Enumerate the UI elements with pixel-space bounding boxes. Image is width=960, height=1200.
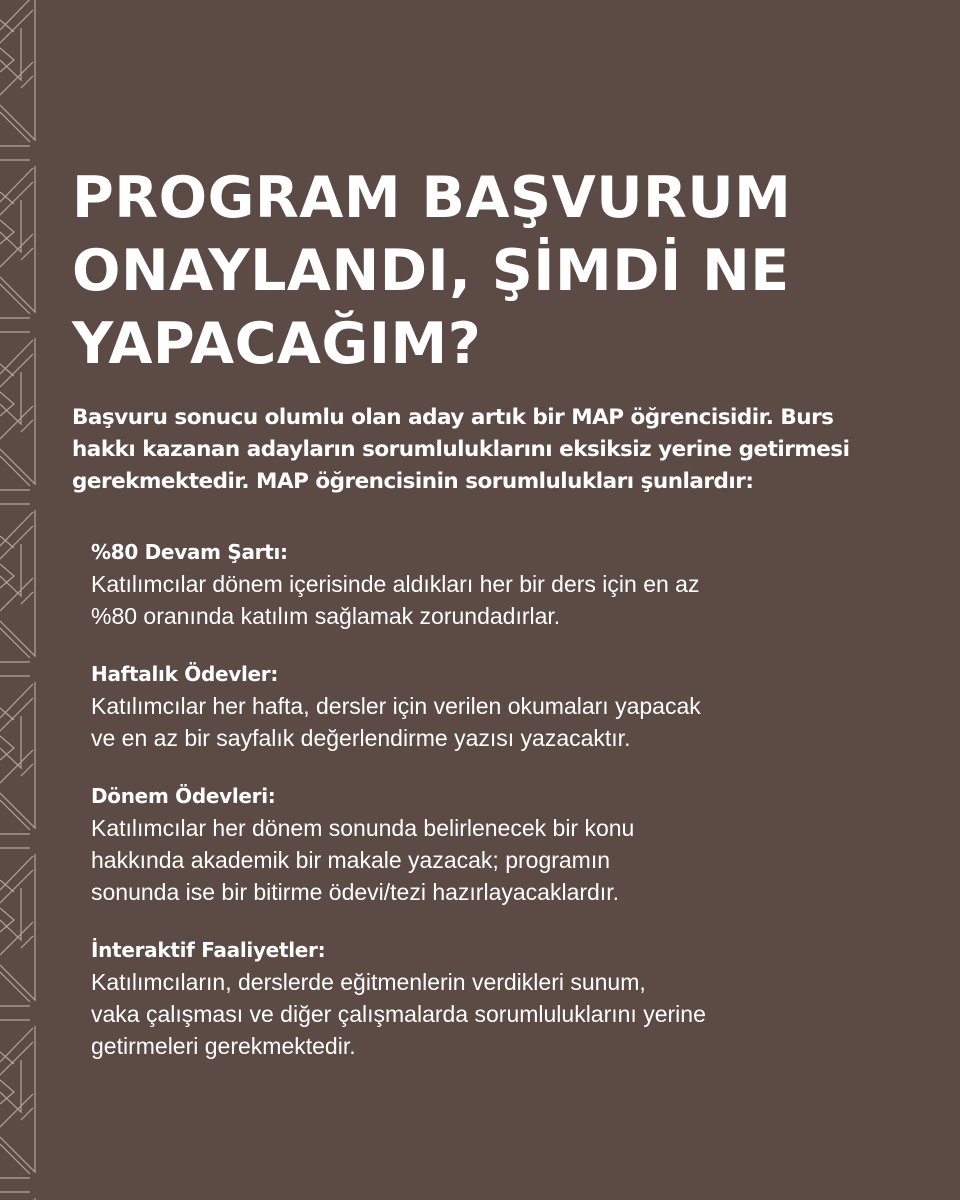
intro-paragraph [72, 402, 912, 498]
section-heading: İnteraktif Faaliyetler: [91, 938, 326, 962]
section-text-line: vaka çalışması ve diğer çalışmalarda sorumluluklarını yerine [91, 1001, 706, 1027]
section-text-line: Katılımcıların, derslerde eğitmenlerin verdikleri sunum, [91, 969, 646, 995]
section-text-line: ve en az bir sayfalık değerlendirme yazısı yazacaktır. [91, 725, 631, 751]
geometric-border-pattern [0, 0, 44, 1200]
pattern-motif [0, 0, 35, 146]
title-line-3: YAPACAĞIM? [72, 311, 482, 377]
section-attendance [91, 536, 911, 632]
section-text-line: Katılımcılar her dönem sonunda belirlenecek bir konu [91, 815, 635, 841]
pattern-motif [0, 504, 35, 662]
intro-line: Başvuru sonucu olumlu olan aday artık bir MAP öğrencisidir. Burs [72, 405, 834, 430]
section-heading: %80 Devam Şartı: [91, 540, 288, 564]
section-text-line: hakkında akademik bir makale yazacak; programın [91, 847, 611, 873]
section-text-line: %80 oranında katılım sağlamak zorundadırlar. [91, 603, 561, 629]
pattern-motif [0, 676, 35, 834]
section-text-line: sonunda ise bir bitirme ödevi/tezi hazırlayacaklardır. [91, 879, 619, 905]
section-heading: Haftalık Ödevler: [91, 662, 279, 686]
page-title [72, 162, 892, 381]
pattern-motif [0, 848, 35, 1006]
pattern-motif [0, 160, 35, 318]
title-line-1: PROGRAM BAŞVURUM [72, 165, 792, 231]
pattern-motif [0, 332, 35, 490]
pattern-motif [0, 1192, 35, 1200]
section-text-line: getirmeleri gerekmektedir. [91, 1033, 356, 1059]
section-term-assignments [91, 780, 911, 908]
responsibilities-list [91, 536, 911, 1088]
intro-line: hakkı kazanan adayların sorumluluklarını eksiksiz yerine getirmesi [72, 437, 850, 462]
section-interactive-activities [91, 934, 911, 1062]
section-weekly-assignments [91, 658, 911, 754]
pattern-motif [0, 1020, 35, 1178]
intro-line: gerekmektedir. MAP öğrencisinin sorumlulukları şunlardır: [72, 469, 754, 494]
title-line-2: ONAYLANDI, ŞİMDİ NE [72, 238, 790, 304]
section-heading: Dönem Ödevleri: [91, 784, 276, 808]
section-text-line: Katılımcılar dönem içerisinde aldıkları her bir ders için en az [91, 571, 700, 597]
section-text-line: Katılımcılar her hafta, dersler için verilen okumaları yapacak [91, 693, 701, 719]
